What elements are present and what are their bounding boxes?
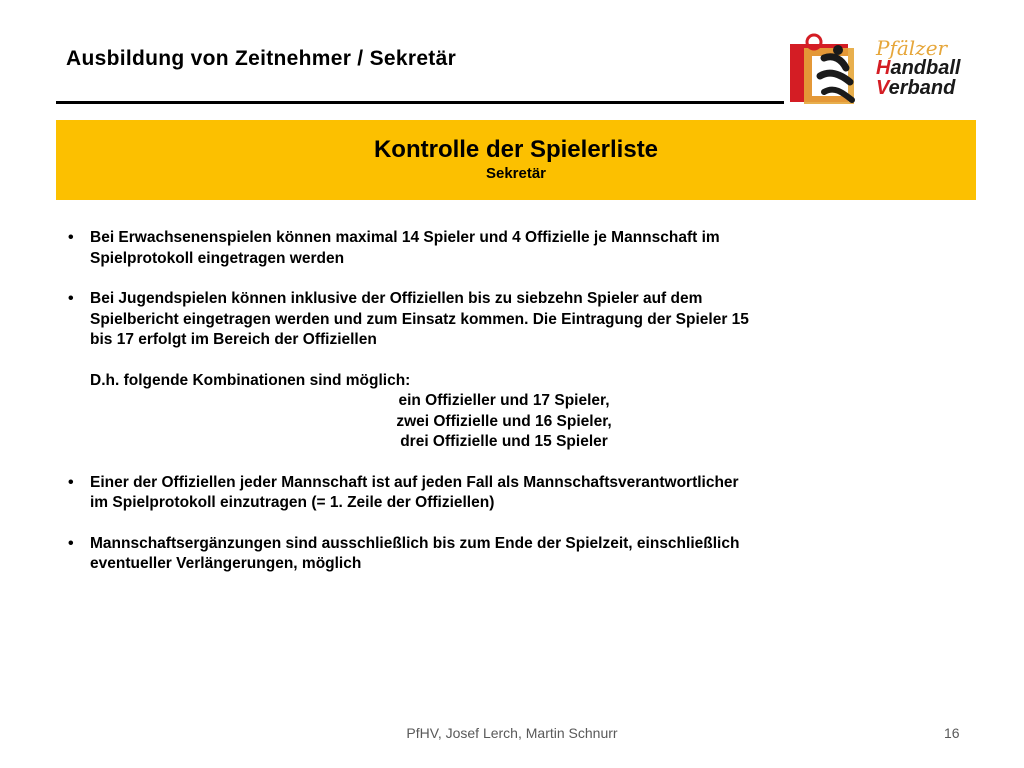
- banner-subtitle: Sekretär: [485, 165, 547, 182]
- logo-line-3-cap: V: [876, 77, 889, 99]
- logo-line-1: Pfälzer: [876, 36, 948, 60]
- bullet-text: Bei Erwachsenenspielen können maximal 14 Spieler und 4 Offizielle je Mannschaft im: [90, 229, 720, 246]
- combination-2: zwei Offizielle und 16 Spieler,: [396, 412, 612, 430]
- bullet-text: bis 17 erfolgt im Bereich der Offiziellen: [90, 331, 377, 348]
- bullet-text: eventueller Verlängerungen, möglich: [90, 555, 362, 572]
- bullet-marker: •: [68, 534, 74, 552]
- logo-line-3-rest: erband: [888, 77, 956, 99]
- pfhv-logo: [784, 30, 984, 110]
- bullet-marker: •: [68, 229, 74, 246]
- logo-line-2: [876, 58, 960, 78]
- bullet-item-2: [64, 289, 944, 351]
- banner-title: Kontrolle der Spielerliste: [373, 136, 659, 163]
- header-divider: [56, 101, 784, 104]
- slide-title: Ausbildung von Zeitnehmer / Sekretär: [66, 47, 457, 70]
- bullet-text: im Spielprotokoll einzutragen (= 1. Zeile der Offiziellen): [90, 494, 495, 511]
- combination-intro: D.h. folgende Kombinationen sind möglich:: [90, 371, 411, 389]
- logo-line-2-cap: H: [876, 57, 891, 79]
- logo-line-2-rest: andball: [890, 57, 961, 79]
- slide-content: [64, 228, 944, 575]
- bullet-marker: •: [68, 290, 74, 307]
- bullet-marker: •: [68, 473, 74, 491]
- footer-credits: PfHV, Josef Lerch, Martin Schnurr: [406, 725, 618, 741]
- bullet-text: Spielprotokoll eingetragen werden: [90, 249, 345, 267]
- bullet-item-4: [64, 534, 944, 575]
- handball-player-logo-icon: [784, 30, 876, 110]
- combination-1: ein Offizieller und 17 Spieler,: [398, 392, 610, 409]
- section-banner: [56, 120, 976, 200]
- bullet-text: Bei Jugendspielen können inklusive der Offiziellen bis zu siebzehn Spieler auf dem: [90, 290, 703, 307]
- bullet-item-3: [64, 473, 944, 514]
- bullet-text: Mannschaftsergänzungen sind ausschließlich bis zum Ende der Spielzeit, einschließlich: [90, 534, 740, 552]
- bullet-text: Spielbericht eingetragen werden und zum Einsatz kommen. Die Eintragung der Spieler 15: [90, 310, 749, 328]
- combination-3: drei Offizielle und 15 Spieler: [400, 433, 608, 450]
- logo-text: [876, 38, 960, 98]
- bullet-item-1: [64, 228, 944, 269]
- logo-line-3: [876, 78, 960, 98]
- bullet-text: Einer der Offiziellen jeder Mannschaft ist auf jeden Fall als Mannschaftsverantwortlicher: [90, 473, 739, 491]
- page-number: 16: [944, 725, 960, 741]
